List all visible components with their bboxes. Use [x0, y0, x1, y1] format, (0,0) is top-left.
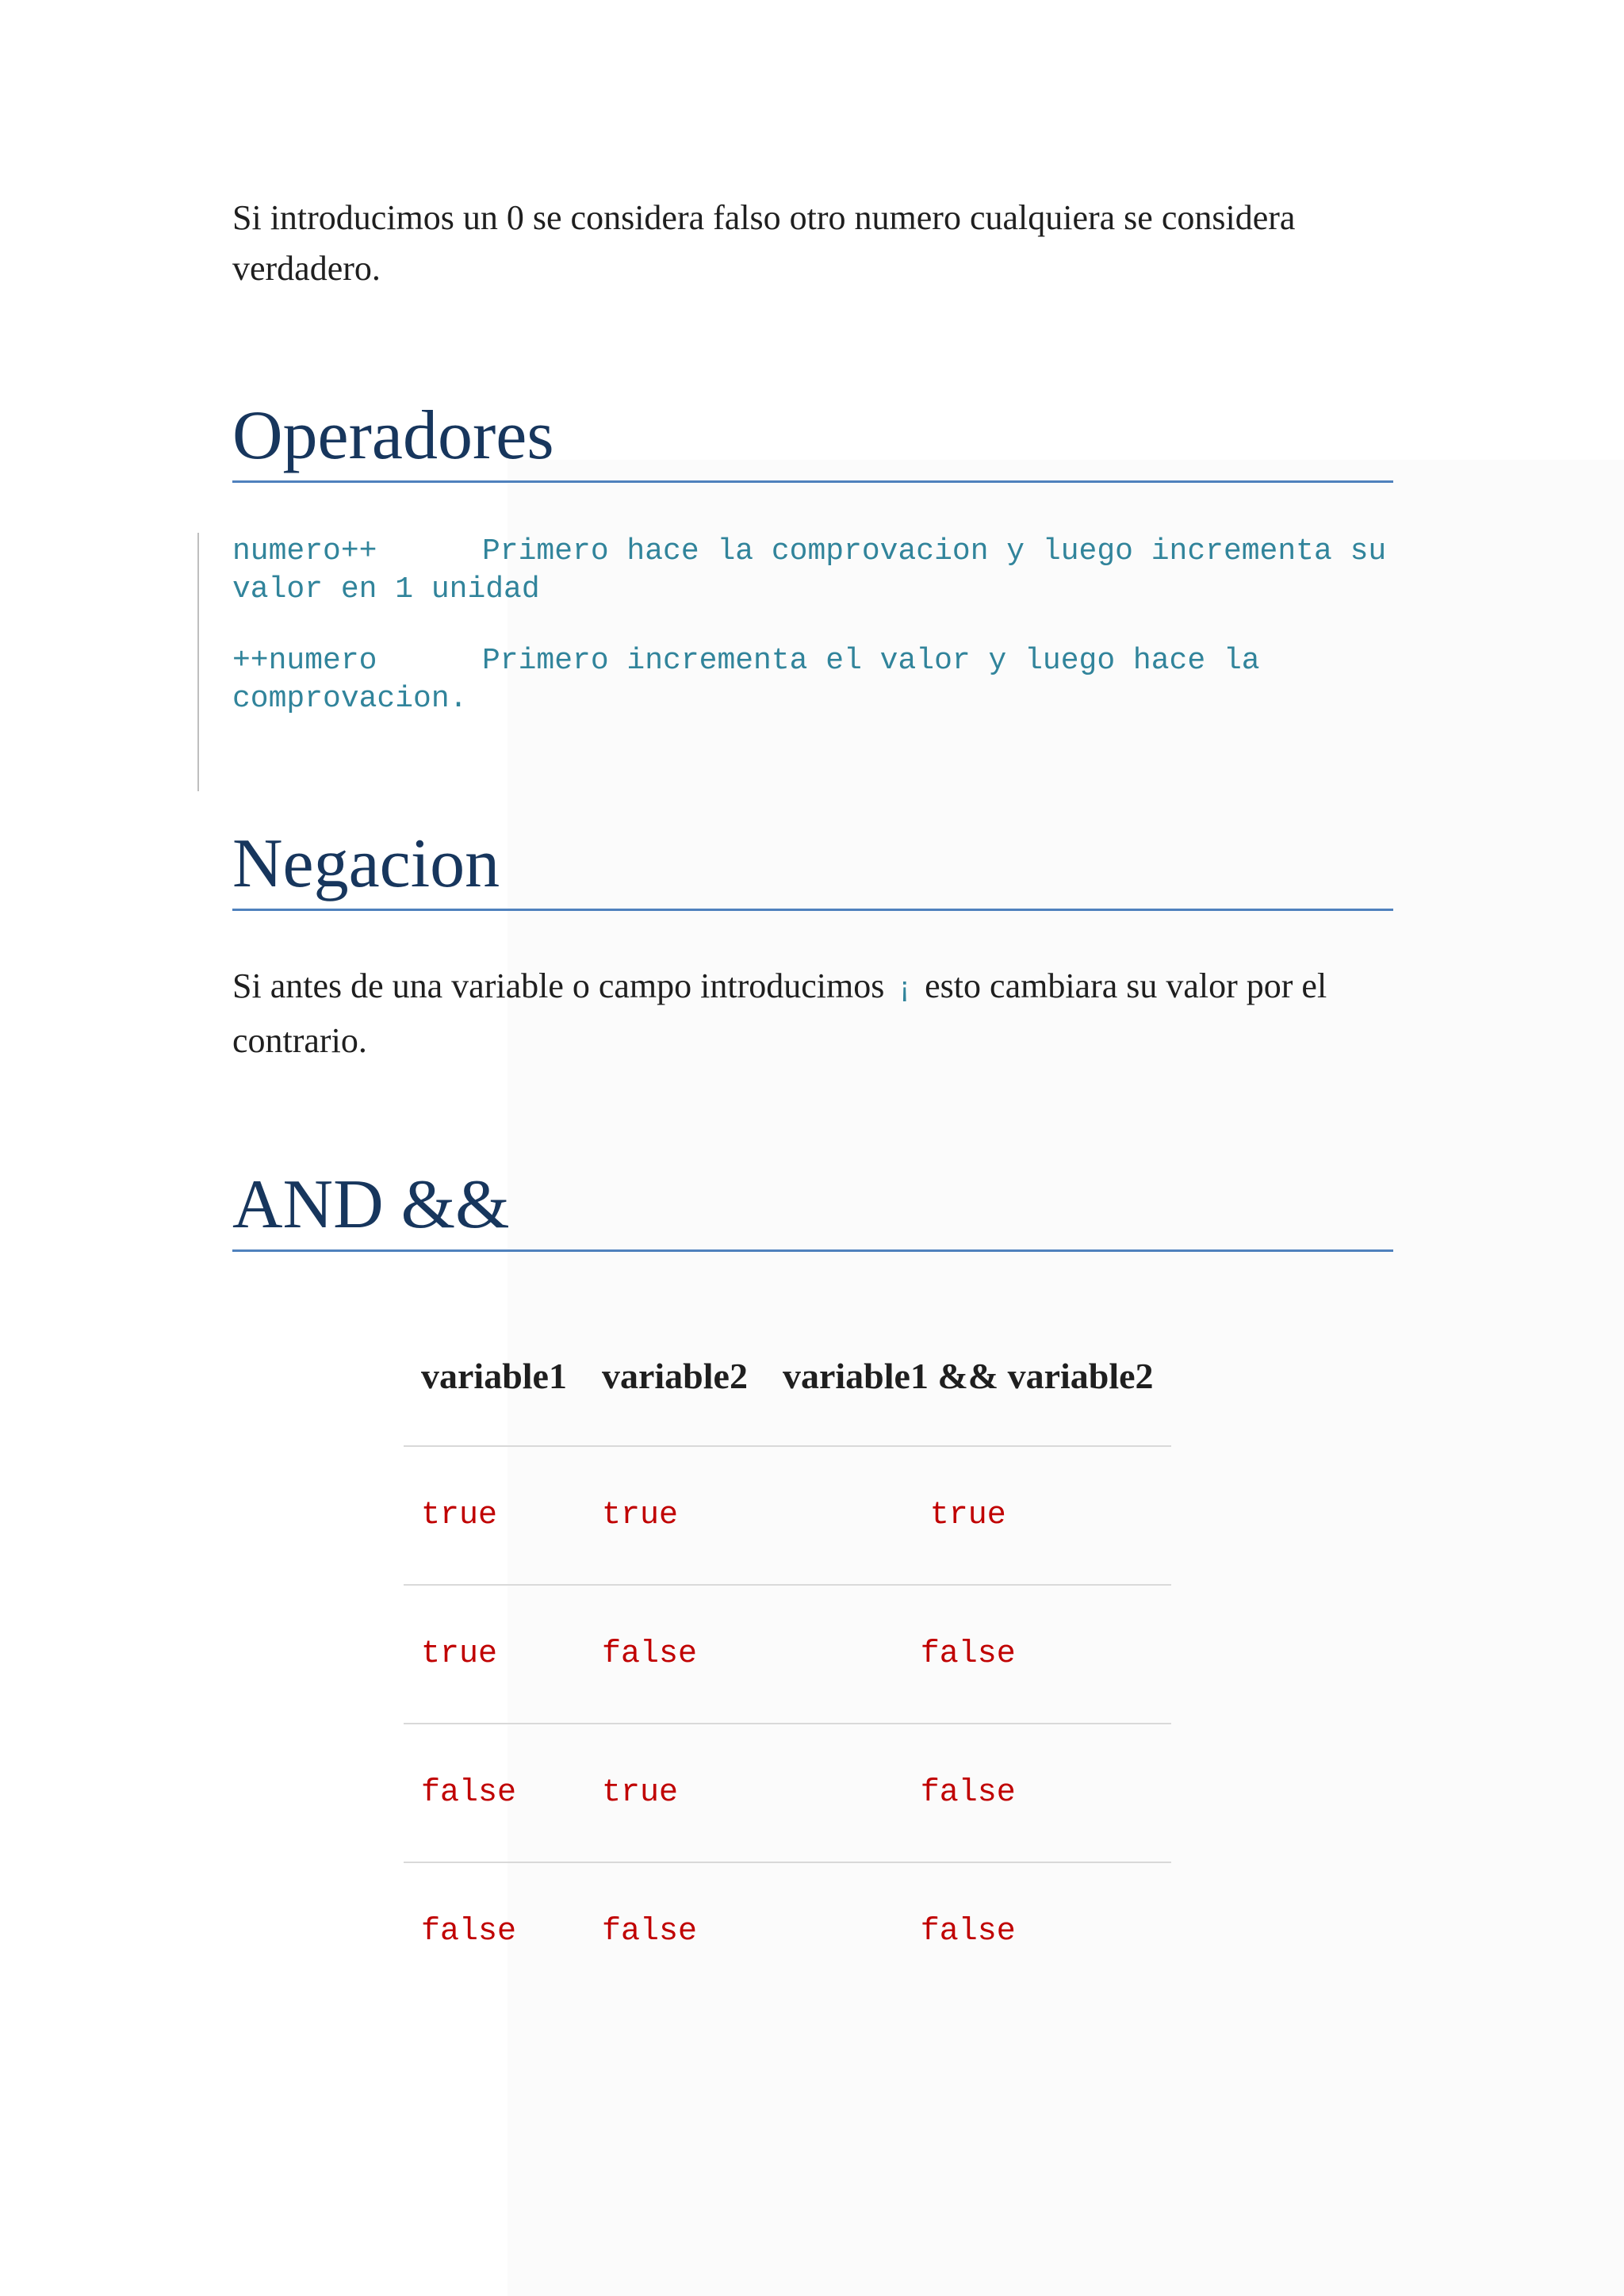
table-cell: false [421, 1914, 517, 1950]
code-command: numero++ [232, 534, 377, 568]
table-row [404, 1446, 1171, 1585]
table-header-variable2: variable2 [584, 1307, 765, 1446]
negacion-text-after: esto cambiara su valor por el contrario. [232, 966, 1327, 1060]
heading-and: AND && [232, 1165, 1393, 1252]
code-description: Primero hace la comprovacion y luego incrementa su valor en 1 unidad [232, 534, 1404, 607]
intro-paragraph: Si introducimos un 0 se considera falso otro numero cualquiera se considera verdadero. [232, 198, 1296, 288]
table-cell: false [601, 1914, 698, 1950]
table-cell: true [404, 1585, 584, 1724]
table-cell-result: true [765, 1446, 1171, 1585]
code-description: Primero incrementa el valor y luego hace la comprovacion. [232, 644, 1278, 716]
table-cell: true [584, 1446, 765, 1585]
negacion-paragraph [232, 961, 1393, 1066]
negacion-text-before: Si antes de una variable o campo introducimos [232, 966, 885, 1005]
table-header-row [404, 1307, 1171, 1446]
operators-code-block [197, 533, 1404, 791]
table-cell: true [404, 1446, 584, 1585]
heading-negacion: Negacion [232, 825, 1393, 911]
code-line-preincrement [232, 642, 1393, 718]
table-row [404, 1724, 1171, 1862]
table-cell: false [404, 1724, 584, 1862]
table-cell: true [584, 1724, 765, 1862]
table-cell-result: false [920, 1914, 1016, 1950]
and-truth-table [404, 1307, 1171, 2000]
table-cell-result: false [765, 1585, 1171, 1724]
table-header-result: variable1 && variable2 [765, 1307, 1171, 1446]
code-command: ++numero [232, 644, 377, 678]
table-cell-result: false [765, 1724, 1171, 1862]
table-row [404, 1862, 1171, 2000]
table-header-variable1: variable1 [404, 1307, 584, 1446]
code-line-postincrement [232, 533, 1404, 609]
table-row [404, 1585, 1171, 1724]
table-cell: false [584, 1585, 765, 1724]
negation-symbol: ¡ [895, 973, 914, 1007]
heading-operadores: Operadores [232, 396, 1393, 483]
